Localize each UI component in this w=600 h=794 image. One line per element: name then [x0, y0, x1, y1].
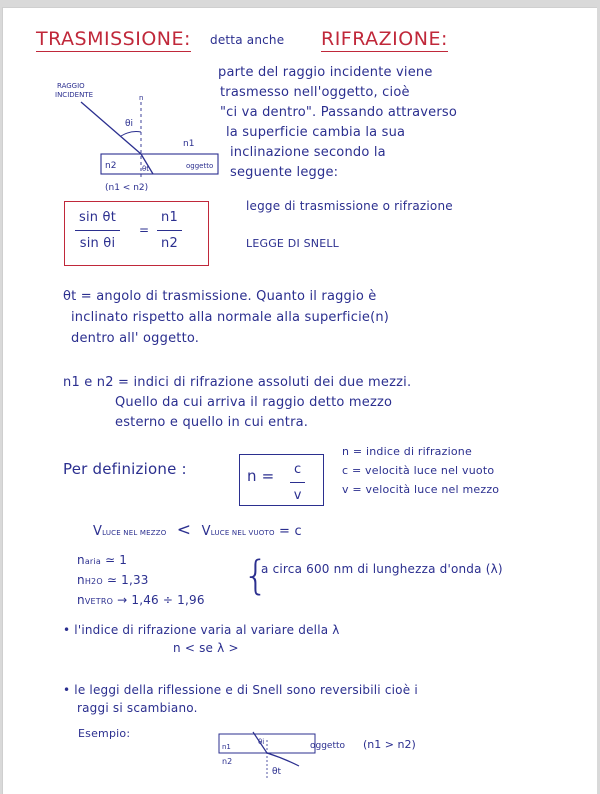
legend-item: c = velocità luce nel vuoto — [342, 464, 495, 477]
legend-item: v = velocità luce nel mezzo — [342, 483, 500, 496]
title-connector: detta anche — [210, 33, 285, 47]
intro-line: seguente legge: — [230, 165, 339, 180]
intro-line: la superficie cambia la sua — [226, 125, 406, 140]
definition-line: θt = angolo di trasmissione. Quanto il raggio è — [63, 289, 377, 304]
bullet-line: • l'indice di rifrazione varia al variare della λ — [63, 623, 340, 637]
speed-rhs: V — [201, 524, 211, 539]
bullet-item — [63, 681, 418, 717]
angle-transmitted-label: θt — [142, 165, 150, 173]
object-label: oggetto — [186, 162, 214, 170]
bullet-text: le leggi della riflessione e di Snell sono reversibili cioè i — [74, 683, 418, 697]
index-symbol: n — [77, 573, 85, 587]
example-medium-outside: n2 — [222, 757, 233, 766]
intro-line: inclinazione secondo la — [230, 145, 386, 160]
intro-line: "ci va dentro". Passando attraverso — [220, 105, 458, 120]
snell-lhs-denominator: sin θi — [79, 236, 116, 251]
index-value-row — [77, 591, 205, 611]
snell-rhs-numerator: n1 — [157, 208, 182, 231]
index-relation: ≃ 1 — [104, 553, 128, 567]
example-angle-incident: θi — [258, 738, 265, 746]
normal-label: n — [139, 94, 144, 102]
ray-label-line1: RAGGIO — [57, 82, 85, 90]
medium-outside-label: n1 — [183, 139, 195, 149]
index-relation: → 1,46 ÷ 1,96 — [117, 593, 205, 607]
index-note: a circa 600 nm di lunghezza d'onda (λ) — [261, 562, 503, 576]
intro-line: trasmesso nell'oggetto, cioè — [220, 85, 410, 100]
indices-line: n1 e n2 = indici di rifrazione assoluti dei due mezzi. — [63, 375, 412, 390]
bullet-line: • le leggi della riflessione e di Snell sono reversibili cioè i — [63, 683, 418, 697]
definition-line: inclinato rispetto alla normale alla superficie(n) — [71, 310, 390, 325]
example-angle-transmitted: θt — [272, 767, 282, 777]
speed-operator: < — [176, 520, 192, 540]
medium-inside-label: n2 — [105, 161, 117, 171]
example-label: Esempio: — [78, 727, 131, 740]
index-value-row — [77, 551, 205, 571]
index-subscript: aria — [84, 557, 101, 566]
bullet-text: l'indice di rifrazione varia al variare della λ — [74, 623, 340, 637]
definition-label: Per definizione : — [63, 460, 187, 478]
ray-label-line2: INCIDENTE — [55, 91, 94, 99]
title-trasmissione: TRASMISSIONE: — [36, 28, 191, 50]
index-relation: ≃ 1,33 — [106, 573, 149, 587]
speed-relation — [93, 520, 302, 540]
speed-rhs-subscript: LUCE NEL VUOTO — [210, 529, 275, 537]
bullet-line: n < se λ > — [173, 641, 239, 655]
definition-legend — [342, 442, 499, 499]
refraction-diagram — [23, 68, 223, 193]
refractive-index-formula-box — [239, 454, 324, 506]
indices-line: Quello da cui arriva il raggio detto mezzo — [115, 395, 393, 410]
snell-rhs-denominator: n2 — [161, 236, 178, 251]
legend-item: n = indice di rifrazione — [342, 445, 472, 458]
example-medium-inside: n1 — [222, 743, 231, 751]
intro-line: parte del raggio incidente viene — [218, 65, 433, 80]
incident-angle-arc — [121, 132, 141, 137]
snell-lhs-fraction — [75, 208, 120, 254]
bullet-item — [63, 621, 340, 657]
notebook-page — [2, 7, 597, 794]
index-value-row — [77, 571, 205, 591]
snell-lhs-numerator: sin θt — [75, 208, 120, 231]
snell-formula-box — [64, 201, 209, 266]
law-label: legge di trasmissione o rifrazione — [246, 199, 453, 213]
intro-paragraph — [216, 63, 457, 183]
formula-numerator: c — [290, 460, 305, 483]
indices-definition — [63, 373, 411, 433]
index-symbol: n — [77, 593, 85, 607]
index-symbol: n — [77, 553, 85, 567]
definition-line: dentro all' oggetto. — [71, 331, 200, 346]
formula-denominator: v — [293, 488, 302, 503]
indices-line: esterno e quello in cui entra. — [115, 415, 309, 430]
snell-rhs-fraction — [157, 208, 182, 254]
angle-incident-label: θi — [125, 119, 134, 129]
condition-label: (n1 < n2) — [105, 183, 149, 193]
title-rifrazione: RIFRAZIONE: — [321, 28, 448, 50]
snell-law-name: LEGGE DI SNELL — [246, 237, 340, 250]
example-object-rect — [219, 734, 315, 753]
curly-brace: { — [243, 553, 269, 599]
example-transmitted-ray — [267, 753, 299, 766]
speed-lhs: V — [93, 524, 103, 539]
example-diagram — [213, 726, 453, 786]
speed-rhs-eq: = c — [279, 524, 302, 539]
snell-equals: = — [139, 223, 150, 237]
speed-lhs-subscript: LUCE NEL MEZZO — [102, 529, 167, 537]
theta-t-definition — [63, 286, 389, 349]
index-subscript: H2O — [84, 577, 103, 586]
index-values — [77, 551, 205, 611]
formula-lhs: n = — [247, 467, 275, 485]
formula-fraction — [290, 460, 305, 506]
index-subscript: VETRO — [84, 597, 114, 606]
example-condition: (n1 > n2) — [363, 738, 416, 751]
bullet-line: raggi si scambiano. — [77, 701, 198, 715]
example-object-label: oggetto — [310, 741, 346, 751]
